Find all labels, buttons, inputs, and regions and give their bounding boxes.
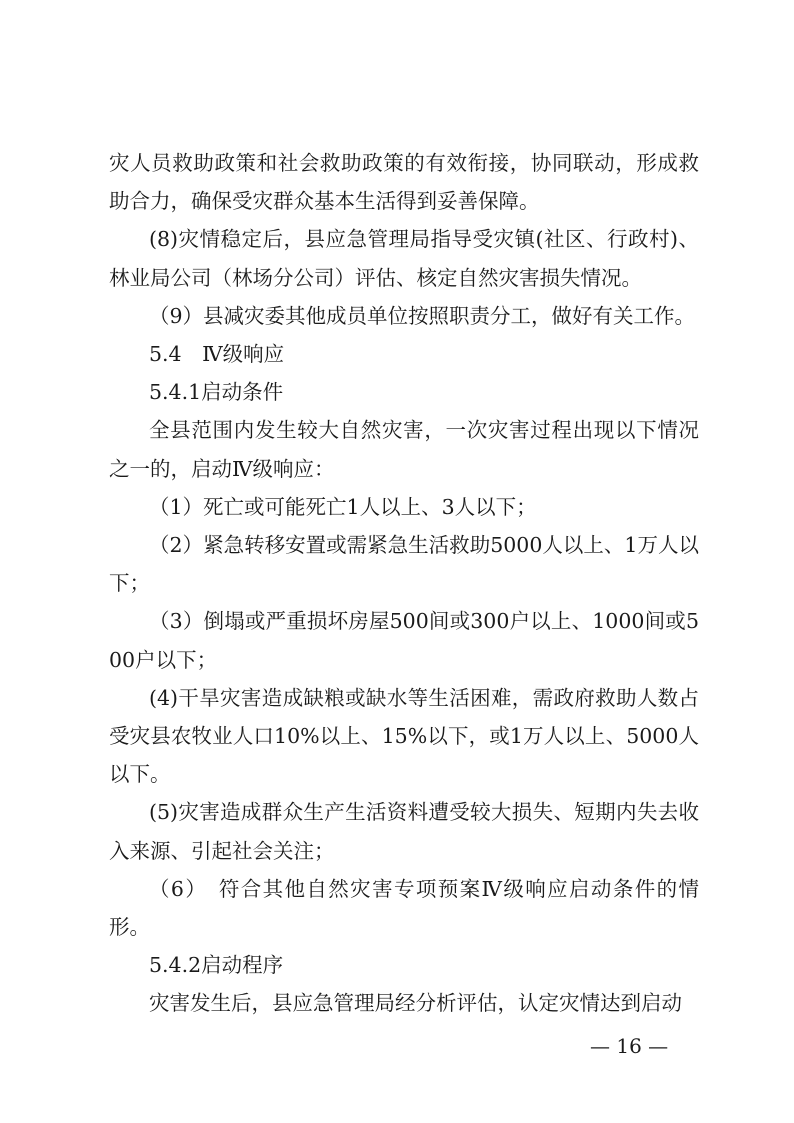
section-heading-5-4-1: 5.4.1启动条件 <box>149 380 284 405</box>
section-heading-5-4-2: 5.4.2启动程序 <box>149 953 284 978</box>
condition-item-4: (4)干旱灾害造成缺粮或缺水等生活困难，需政府救助人数占受灾县农牧业人口10%以上、15%以下，或1万人以上、5000人以下。 <box>109 685 699 787</box>
condition-item-5: (5)灾害造成群众生产生活资料遭受较大损失、短期内失去收入来源、引起社会关注； <box>109 800 699 863</box>
paragraph-trigger-intro: 全县范围内发生较大自然灾害，一次灾害过程出现以下情况之一的，启动Ⅳ级响应： <box>109 418 699 481</box>
paragraph-item-8: (8)灾情稳定后，县应急管理局指导受灾镇(社区、行政村)、林业局公司（林场分公司）评估、核定自然灾害损失情况。 <box>109 227 699 290</box>
page-number: — 16 — <box>590 1034 669 1058</box>
condition-item-3: （3）倒塌或严重损坏房屋500间或300户以上、1000间或500户以下； <box>109 609 699 672</box>
condition-item-6: （6） 符合其他自然灾害专项预案Ⅳ级响应启动条件的情形。 <box>109 876 699 940</box>
section-heading-5-4: 5.4 Ⅳ级响应 <box>149 342 285 367</box>
body-text <box>109 144 699 1023</box>
paragraph-continuation: 灾人员救助政策和社会救助政策的有效衔接，协同联动，形成救助合力，确保受灾群众基本生活得到妥善保障。 <box>109 151 699 214</box>
paragraph-item-9: （9）县减灾委其他成员单位按照职责分工，做好有关工作。 <box>149 303 696 328</box>
condition-item-2: （2）紧急转移安置或需紧急生活救助5000人以上、1万人以下； <box>109 533 699 596</box>
paragraph-procedure: 灾害发生后，县应急管理局经分析评估，认定灾情达到启动 <box>149 991 682 1016</box>
condition-item-1: （1）死亡或可能死亡1人以上、3人以下； <box>149 494 537 519</box>
